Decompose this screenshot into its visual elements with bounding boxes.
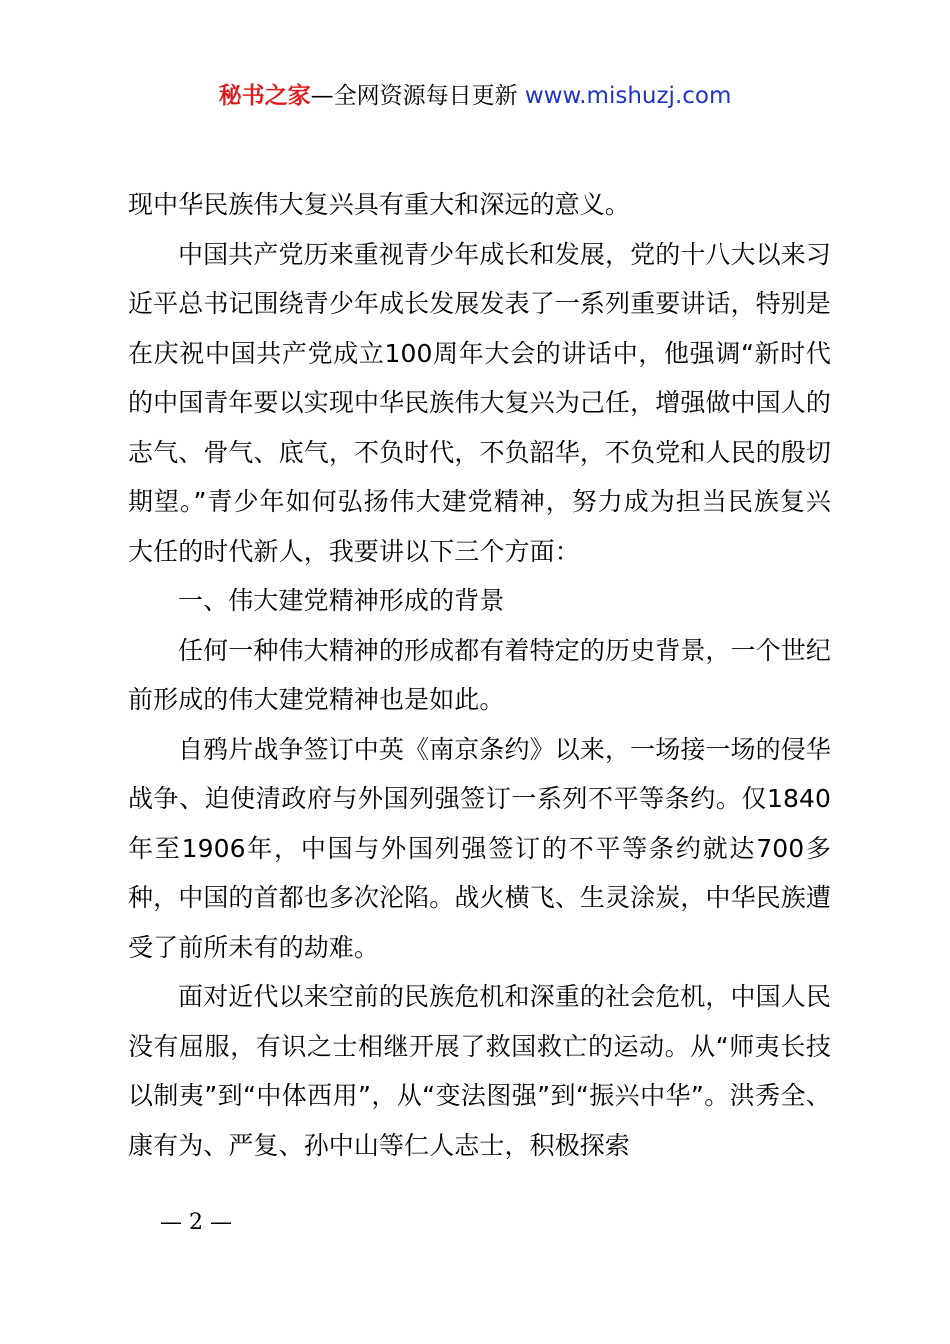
section-heading: 一、伟大建党精神形成的背景 bbox=[178, 586, 505, 615]
site-tagline: —全网资源每日更新 bbox=[310, 83, 525, 109]
paragraph-crisis: 面对近代以来空前的民族危机和深重的社会危机，中国人民没有屈服，有识之士相继开展了救国救亡的运动。从“师夷长技以制夷”到“中体西用”，从“变法图强”到“振兴中华”。洪秀全、康有为、严复、孙中山等仁人志士，积极探索 bbox=[128, 982, 831, 1160]
site-url-link[interactable]: www.mishuzj.com bbox=[524, 83, 732, 109]
document-body bbox=[128, 180, 831, 1170]
paragraph-intro: 中国共产党历来重视青少年成长和发展，党的十八大以来习近平总书记围绕青少年成长发展发表了一系列重要讲话，特别是在庆祝中国共产党成立100周年大会的讲话中，他强调“新时代的中国青年要以实现中华民族伟大复兴为己任，增强做中国人的志气、骨气、底气，不负时代，不负韶华，不负党和人民的殷切期望。”青少年如何弘扬伟大建党精神，努力成为担当民族复兴大任的时代新人，我要讲以下三个方面： bbox=[128, 239, 831, 566]
site-brand: 秘书之家 bbox=[218, 83, 311, 109]
paragraph-history: 自鸦片战争签订中英《南京条约》以来，一场接一场的侵华战争、迫使清政府与外国列强签订一系列不平等条约。仅1840年至1906年，中国与外国列强签订的不平等条约就达700多种，中国的首都也多次沦陷。战火横飞、生灵涂炭，中华民族遭受了前所未有的劫难。 bbox=[128, 734, 831, 962]
paragraph-background: 任何一种伟大精神的形成都有着特定的历史背景，一个世纪前形成的伟大建党精神也是如此。 bbox=[128, 635, 831, 714]
paragraph-continuation: 现中华民族伟大复兴具有重大和深远的意义。 bbox=[128, 190, 631, 219]
page-header bbox=[0, 80, 950, 112]
page-number: — 2 — bbox=[160, 1210, 232, 1235]
